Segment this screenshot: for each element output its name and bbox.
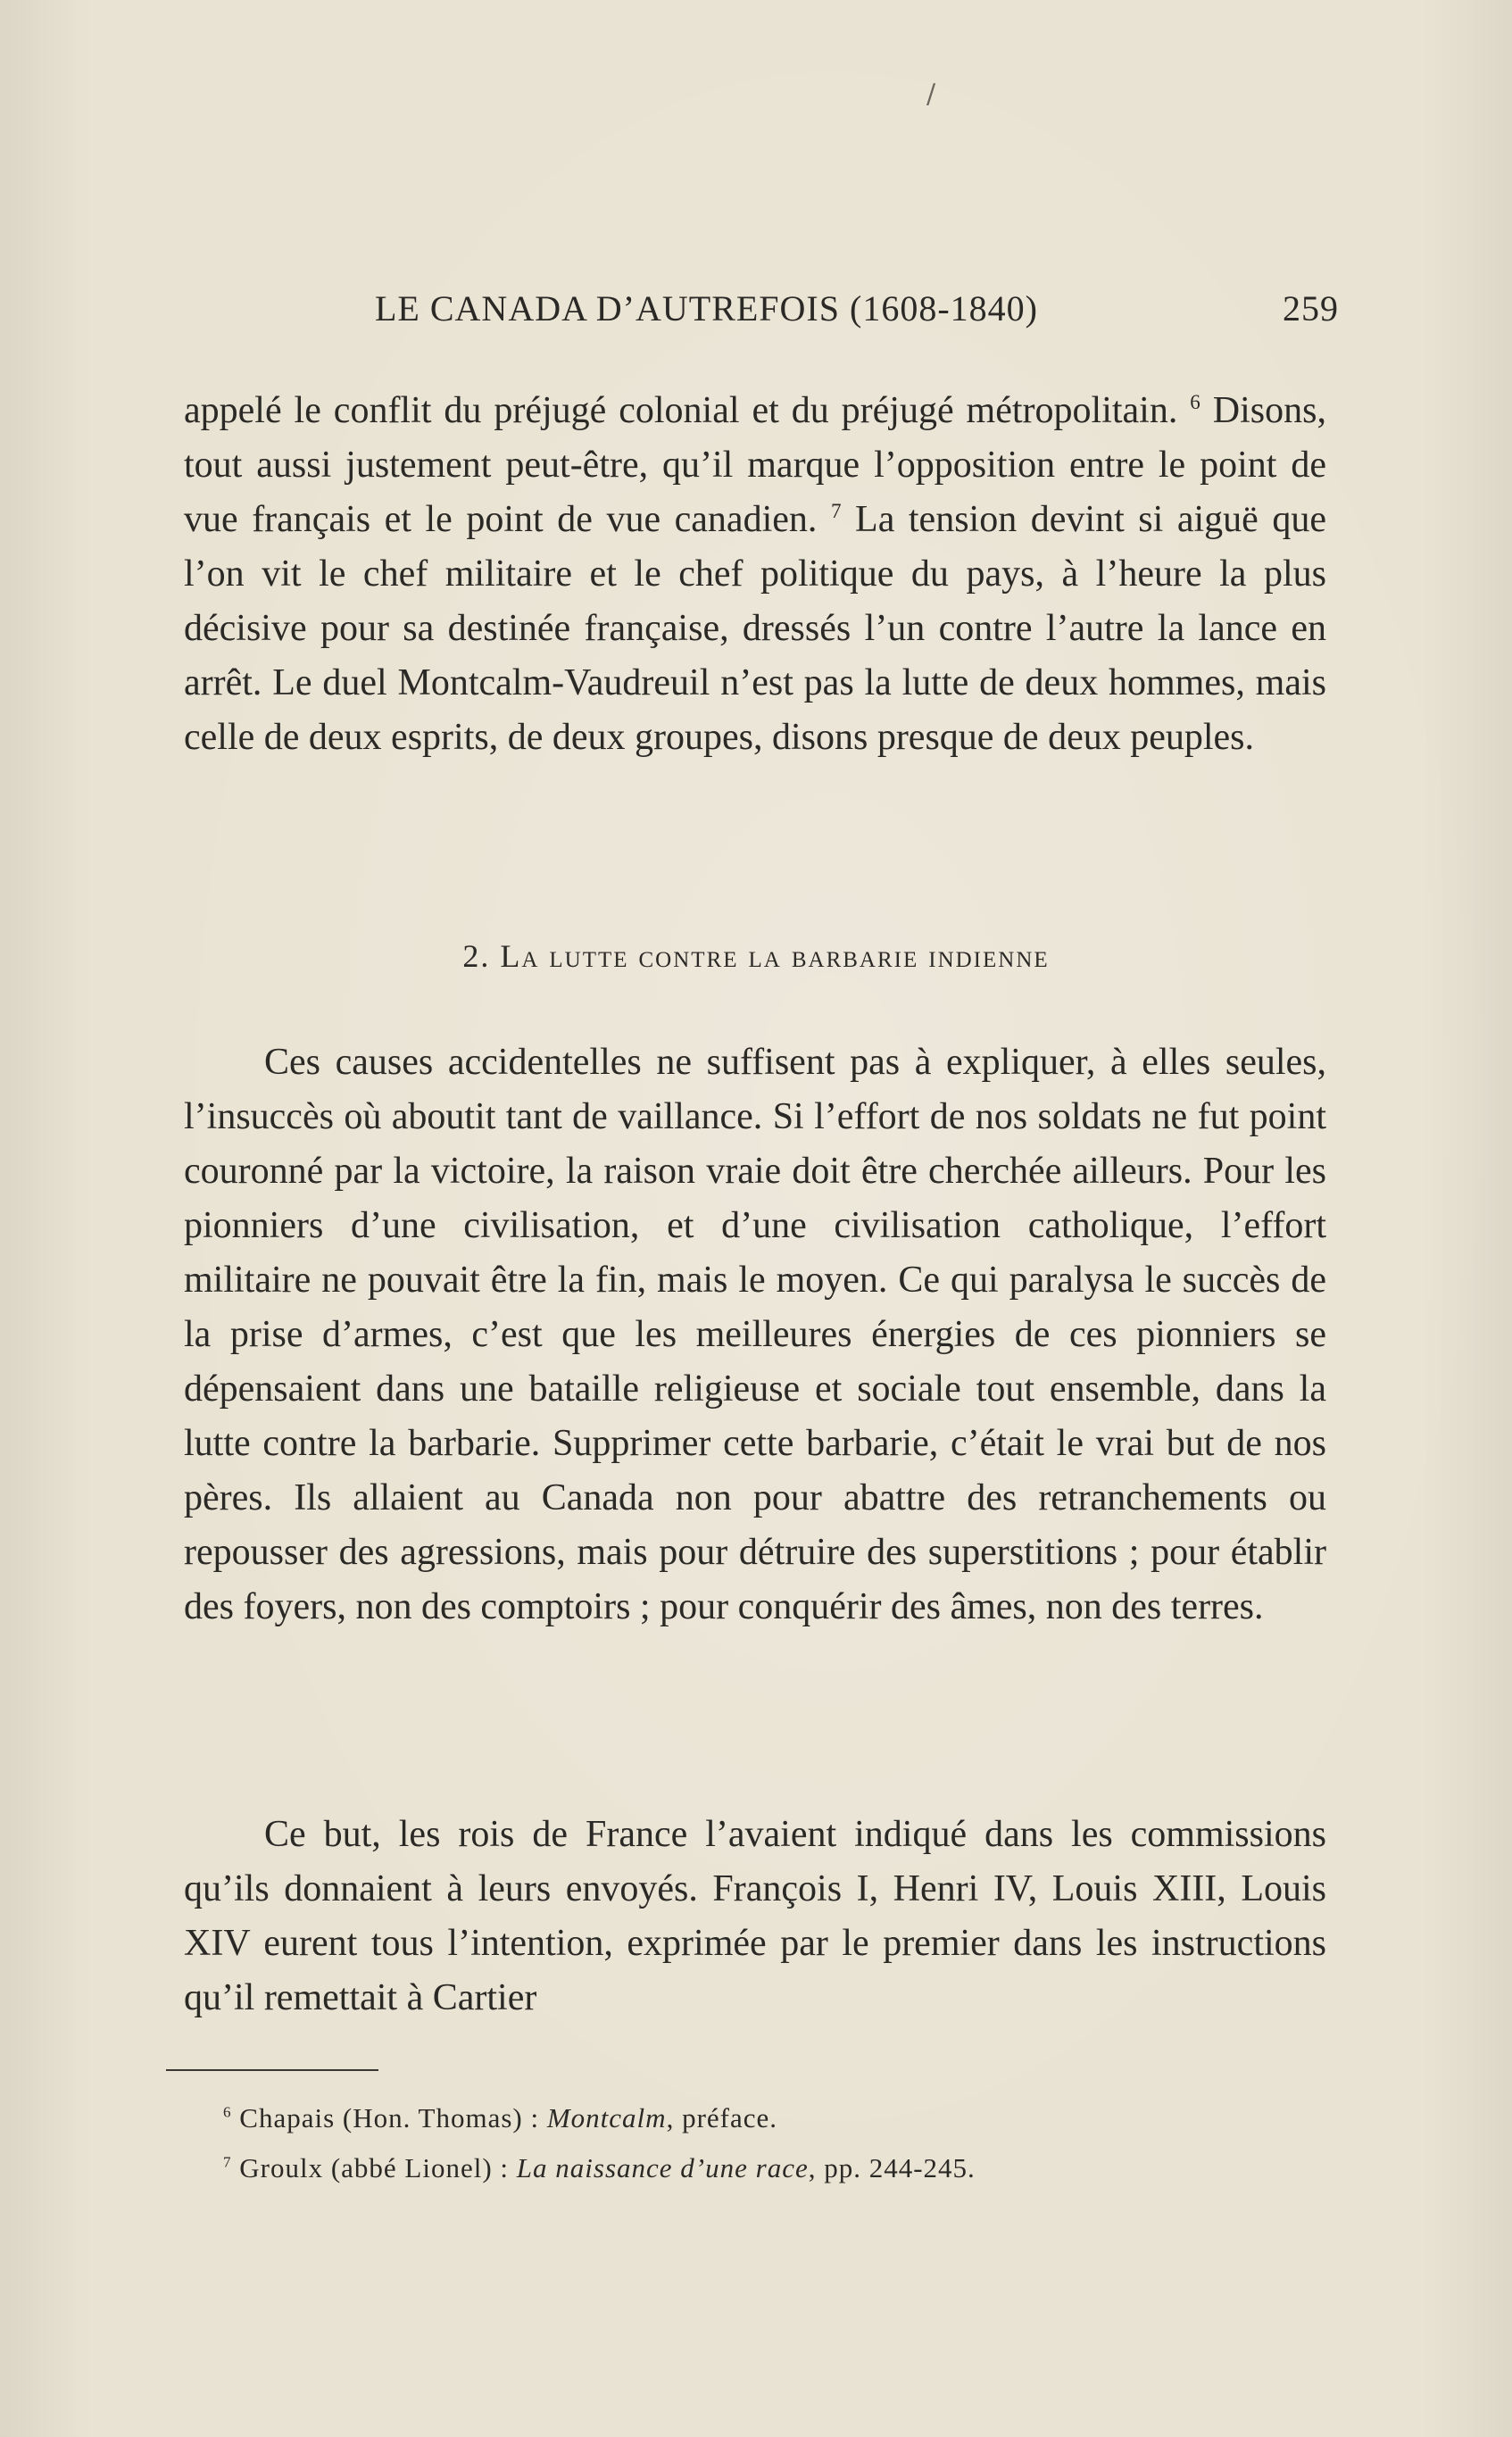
footnote-marker: 7 <box>223 2153 232 2171</box>
footnote-7 <box>223 2143 1294 2193</box>
running-title: LE CANADA D’AUTREFOIS (1608-1840) <box>375 288 1038 329</box>
stray-mark: / <box>926 79 936 110</box>
paragraph-1-text-b: Disons, tout aussi justement peut-être, qu’il marque l’opposition entre le point de vue français et le point de vue canadien. <box>184 390 1326 540</box>
footnote-rest: , préface. <box>666 2102 777 2133</box>
footnote-author: Groulx (abbé Lionel) : <box>239 2152 517 2183</box>
paragraph-2: Ces causes accidentelles ne suffisent pas à expliquer, à elles seules, l’insuccès où aboutit tant de vaillance. Si l’effort de nos soldats ne fut point couronné par la victoire, la raison vraie doit être cherchée ailleurs. Pour les pionniers d’une civilisation, et d’une civilisation catholique, l’effort militaire ne pouvait être la fin, mais le moyen. Ce qui paralysa le succès de la prise d’armes, c’est que les meilleures énergies de ces pionniers se dépensaient dans une bataille religieuse et sociale tout ensemble, dans la lutte contre la barbarie. Supprimer cette barbarie, c’était le vrai but de nos pères. Ils allaient au Canada non pour abattre des retranchements ou repousser des agressions, mais pour détruire des superstitions ; pour établir des foyers, non des comptoirs ; pour conquérir des âmes, non des terres. <box>184 1042 1326 1627</box>
paragraph-1 <box>184 384 1326 765</box>
section-heading <box>0 937 1512 975</box>
footnote-title: Montcalm <box>546 2102 667 2133</box>
footnote-rest: , pp. 244-245. <box>808 2152 976 2183</box>
footnote-ref-6: 6 <box>1190 390 1200 413</box>
paragraph-3: Ce but, les rois de France l’avaient indiqué dans les commissions qu’ils donnaient à leurs envoyés. François I, Henri IV, Louis XIII, Louis XIV eurent tous l’intention, exprimée par le premier dans les instructions qu’il remettait à Cartier <box>184 1814 1326 2018</box>
section-title: La lutte contre la barbarie indienne <box>500 938 1050 974</box>
footnote-title: La naissance d’une race <box>516 2152 809 2183</box>
page-number: 259 <box>1283 288 1339 329</box>
footnote-author: Chapais (Hon. Thomas) : <box>239 2102 547 2133</box>
footnote-6 <box>223 2093 1294 2143</box>
footnote-ref-7: 7 <box>830 499 842 522</box>
footnotes <box>223 2093 1294 2193</box>
paragraph-1-text-a: appelé le conflit du préjugé colonial et du préjugé métropolitain. <box>184 390 1191 431</box>
footnote-divider <box>166 2069 378 2071</box>
footnote-marker: 6 <box>223 2103 232 2121</box>
section-number: 2. <box>462 938 491 974</box>
paragraph-1-text-c: La tension devint si aiguë que l’on vit le chef militaire et le chef politique du pays, à l’heure la plus décisive pour sa destinée française, dressés l’un contre l’autre la lance en arrêt. Le duel Montcalm-Vaudreuil n’est pas la lutte de deux hommes, mais celle de deux esprits, de deux groupes, disons presque de deux peuples. <box>184 499 1326 758</box>
running-header <box>375 287 1339 341</box>
